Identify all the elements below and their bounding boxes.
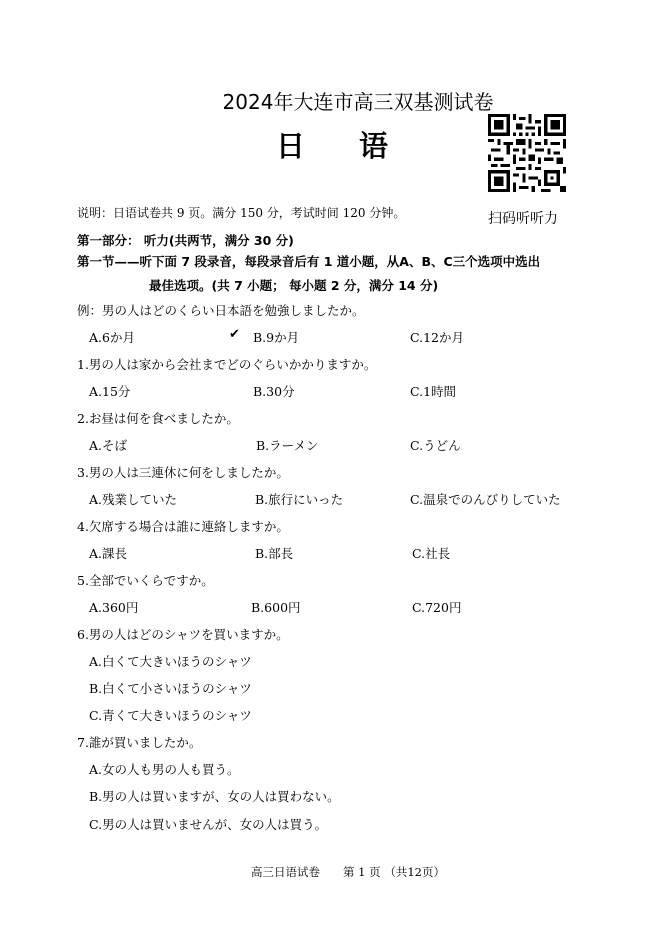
question-1: 1.男の人は家から会社までどのぐらいかかりますか。 [77, 357, 377, 372]
q1-option-c: C.1時間 [410, 384, 457, 399]
qr-code-icon[interactable] [488, 114, 566, 192]
q4-option-c: C.社長 [412, 546, 451, 561]
instructions: 说明：日语试卷共 9 页。满分 150 分，考试时间 120 分钟。 [77, 206, 406, 220]
section1-line1: 第一节——听下面 7 段录音，每段录音后有 1 道小题，从A、B、C三个选项中选出 [77, 254, 541, 269]
exam-title: 2024年大连市高三双基测试卷 [222, 90, 494, 114]
q2-option-b: B.ラーメン [256, 438, 319, 453]
example-option-c: C.12か月 [410, 330, 464, 345]
question-2: 2.お昼は何を食べましたか。 [77, 411, 239, 426]
q1-option-b: B.30分 [253, 384, 295, 399]
q6-option-c: C.青くて大きいほうのシャツ [89, 708, 252, 723]
q5-option-c: C.720円 [412, 600, 462, 615]
q2-option-a: A.そば [89, 438, 128, 453]
checkmark-icon: ✔ [229, 327, 240, 342]
question-3: 3.男の人は三連休に何をしましたか。 [77, 465, 289, 480]
q3-option-a: A.残業していた [89, 492, 178, 507]
q6-option-b: B.白くて小さいほうのシャツ [89, 681, 252, 696]
question-5: 5.全部でいくらですか。 [77, 573, 214, 588]
qr-caption: 扫码听听力 [488, 211, 558, 227]
q2-option-c: C.うどん [410, 438, 461, 453]
question-6: 6.男の人はどのシャツを買いますか。 [77, 627, 289, 642]
example-question: 例：男の人はどのくらい日本語を勉強しましたか。 [77, 303, 365, 318]
q4-option-b: B.部長 [255, 546, 294, 561]
section1-line2: 最佳选项。(共 7 小题； 每小题 2 分，满分 14 分) [149, 278, 439, 293]
q7-option-a: A.女の人も男の人も買う。 [89, 762, 240, 777]
question-4: 4.欠席する場合は誰に連絡しますか。 [77, 519, 289, 534]
q5-option-b: B.600円 [251, 600, 301, 615]
q4-option-a: A.課長 [89, 546, 128, 561]
question-7: 7.誰が買いましたか。 [77, 735, 202, 750]
example-option-a: A.6か月 [89, 330, 135, 345]
q7-option-c: C.男の人は買いませんが、女の人は買う。 [89, 817, 328, 832]
part1-heading: 第一部分： 听力(共两节，满分 30 分) [77, 233, 294, 248]
q1-option-a: A.15分 [89, 384, 131, 399]
q5-option-a: A.360円 [89, 600, 139, 615]
q6-option-a: A.白くて大きいほうのシャツ [89, 654, 252, 669]
page-footer: 高三日语试卷 第 1 页 （共12页） [251, 865, 445, 879]
example-option-b: B.9か月 [253, 330, 300, 345]
q3-option-b: B.旅行にいった [255, 492, 344, 507]
subject-title: 日 语 [275, 129, 411, 163]
q7-option-b: B.男の人は買いますが、女の人は買わない。 [89, 789, 340, 804]
q3-option-c: C.温泉でのんびりしていた [410, 492, 561, 507]
